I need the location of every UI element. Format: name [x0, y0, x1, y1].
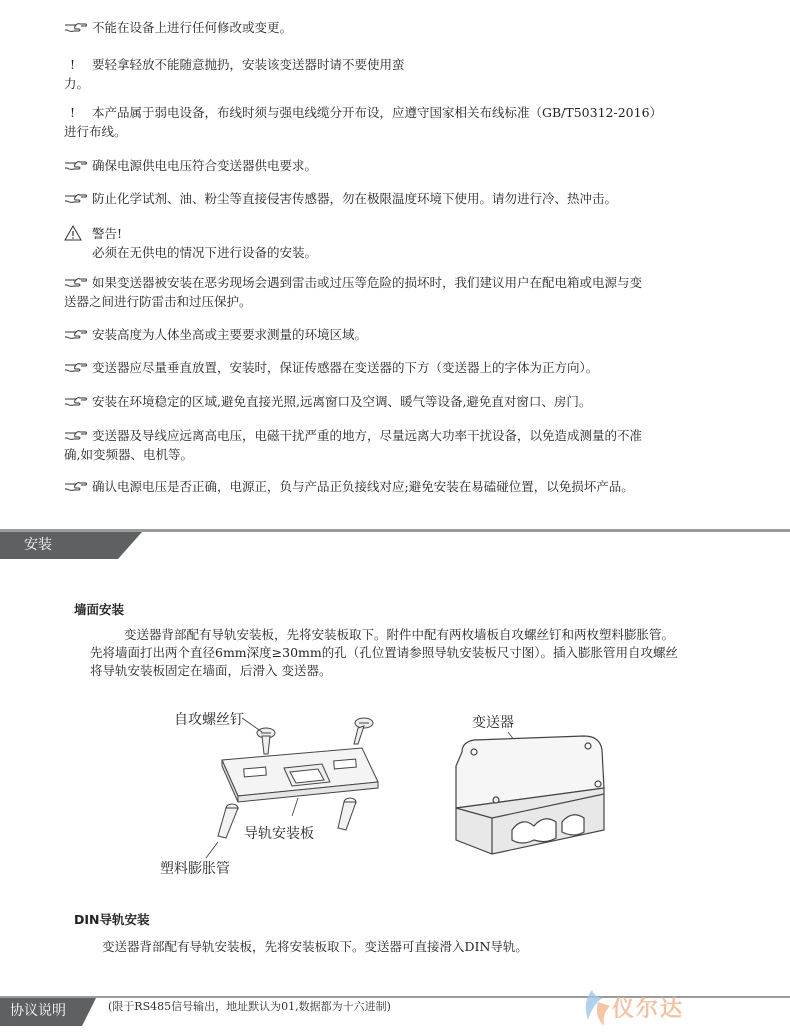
install-figure	[0, 690, 790, 890]
note-text: 如果变送器被安装在恶劣现场会遇到雷击或过压等危险的损坏时，我们建议用户在配电箱或电源与变	[92, 275, 643, 290]
note-item	[64, 18, 734, 37]
label-rail-plate: 导轨安装板	[244, 826, 314, 842]
note-text: 要轻拿轻放不能随意抛扔，安装该变送器时请不要使用蛮	[92, 57, 405, 72]
note-text: 确认电源电压是否正确，电源正，负与产品正负接线对应;避免安装在易磕碰位置，以免损坏产品。	[92, 479, 634, 494]
note-text-continued: 送器之间进行防雷击和过压保护。	[64, 294, 252, 309]
pointing-hand-icon	[64, 18, 92, 37]
pointing-hand-icon	[64, 477, 92, 496]
pointing-hand-icon	[64, 189, 92, 208]
pointing-hand-icon	[64, 325, 92, 344]
note-text-continued: 确,如变频器、电机等。	[64, 447, 193, 462]
din-install-line1: 变送器背部配有导轨安装板，先将安装板取下。变送器可直接滑入DIN导轨。	[102, 939, 528, 954]
label-transmitter: 变送器	[472, 715, 514, 731]
wall-install-line1: 变送器背部配有导轨安装板，先将安装板取下。附件中配有两枚墙板自攻螺丝钉和两枚塑料膨胀管。	[124, 627, 675, 642]
note-text: 防止化学试剂、油、粉尘等直接侵害传感器，勿在极限温度环境下使用。请勿进行冷、热冲击。	[92, 191, 618, 206]
label-plastic-anchor: 塑料膨胀管	[160, 861, 230, 877]
warning-triangle-icon	[64, 224, 92, 243]
note-item	[64, 189, 734, 208]
note-text: 确保电源供电电压符合变送器供电要求。	[92, 158, 318, 173]
pointing-hand-icon	[64, 392, 92, 411]
note-text: 安装高度为人体坐高或主要要求测量的环境区域。	[92, 327, 368, 342]
pointing-hand-icon	[64, 273, 92, 292]
anchor-right-drawing	[338, 798, 356, 830]
footer-title: 协议说明	[10, 1003, 66, 1019]
section-header-bar	[0, 529, 790, 559]
note-item	[64, 325, 734, 344]
note-text-continued: 力。	[64, 76, 90, 91]
note-item	[64, 358, 734, 377]
note-item	[64, 156, 734, 175]
note-text: 变送器应尽量垂直放置，安装时，保证传感器在变送器的下方（变送器上的字体为正方向）。	[92, 360, 599, 375]
exclamation-icon: !	[70, 57, 76, 72]
screw-left-drawing	[257, 728, 275, 754]
note-text-continued: 必须在无供电的情况下进行设备的安装。	[92, 245, 318, 260]
screw-right-drawing	[354, 718, 373, 744]
wall-install-line2: 先将墙面打出两个直径6mm深度≥30mm的孔（孔位置请参照导轨安装板尺寸图）。插入膨胀管用自攻螺丝	[90, 645, 678, 660]
note-item	[64, 273, 734, 311]
note-text: 安装在环境稳定的区域,避免直接光照,远离窗口及空调、暖气等设备,避免直对窗口、房门。	[92, 394, 592, 409]
note-text: 不能在设备上进行任何修改或变更。	[92, 20, 293, 35]
wall-install-title: 墙面安装	[74, 602, 125, 617]
wall-install-line3: 将导轨安装板固定在墙面，后滑入 变送器。	[90, 663, 332, 678]
rail-plate-drawing	[222, 748, 378, 802]
note-item	[64, 224, 734, 262]
note-item	[64, 103, 734, 141]
brand-logo-text: 仪尔达	[612, 997, 685, 1022]
note-item	[64, 477, 734, 496]
label-screw: 自攻螺丝钉	[174, 712, 244, 728]
note-text: 本产品属于弱电设备，布线时须与强电线缆分开布设，应遵守国家相关布线标准（GB/T50312-2016）	[92, 105, 663, 120]
pointing-hand-icon	[64, 426, 92, 445]
footer-note: (限于RS485信号输出，地址默认为01,数据都为十六进制)	[108, 1000, 391, 1013]
note-item	[64, 392, 734, 411]
note-text: 变送器及导线应远离高电压，电磁干扰严重的地方，尽量远离大功率干扰设备，以免造成测量的不准	[92, 428, 643, 443]
pointing-hand-icon	[64, 156, 92, 175]
section-title: 安装	[24, 537, 52, 553]
note-text-continued: 进行布线。	[64, 124, 127, 139]
anchor-left-drawing	[218, 804, 238, 838]
exclamation-icon: !	[70, 105, 76, 120]
note-item	[64, 55, 734, 93]
din-install-title: DIN导轨安装	[74, 912, 150, 927]
note-text: 警告!	[92, 226, 123, 241]
transmitter-drawing	[456, 736, 604, 854]
note-item	[64, 426, 734, 464]
pointing-hand-icon	[64, 358, 92, 377]
